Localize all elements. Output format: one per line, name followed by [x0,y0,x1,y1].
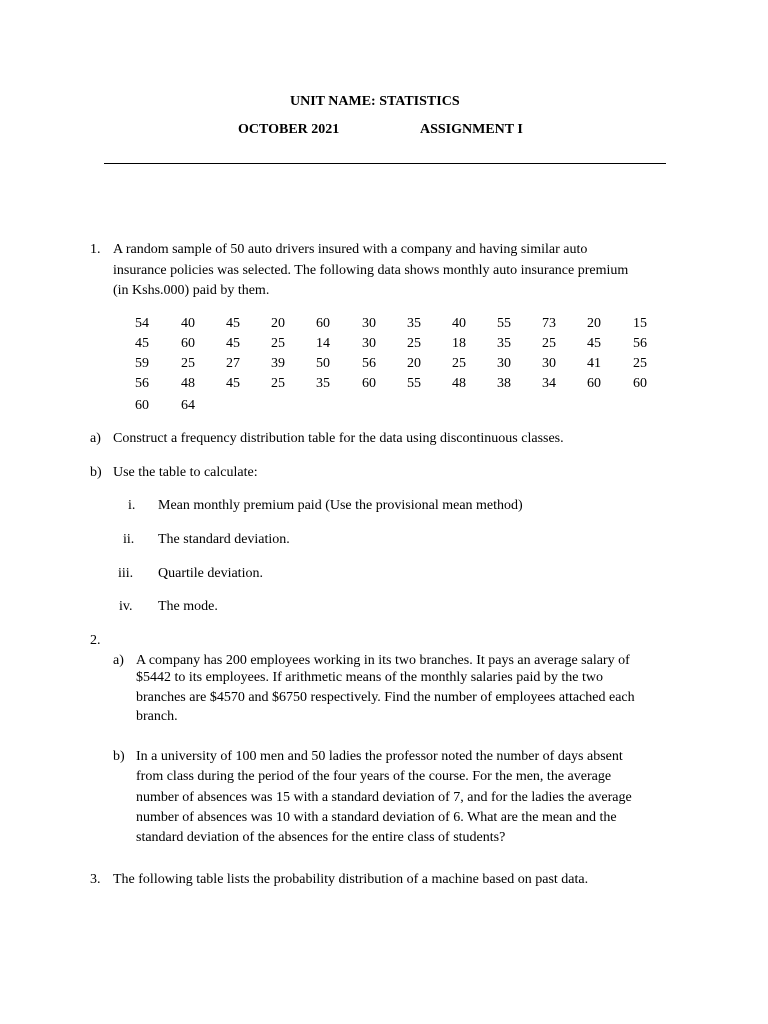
data-cell: 20 [587,316,601,331]
q3-number: 3. [90,872,101,887]
data-cell: 64 [181,398,195,413]
data-cell: 60 [135,398,149,413]
q2-b-line-2: from class during the period of the four years of the course. For the men, the average [136,769,612,784]
data-cell: 45 [587,336,601,351]
q2-b-label: b) [113,749,125,764]
data-cell: 55 [497,316,511,331]
data-cell: 38 [497,376,511,391]
data-cell: 25 [181,356,195,371]
assignment-heading: ASSIGNMENT I [420,122,523,137]
data-cell: 25 [633,356,647,371]
data-cell: 54 [135,316,149,331]
data-cell: 41 [587,356,601,371]
sub-item-text: The mode. [158,599,218,614]
data-cell: 45 [226,336,240,351]
data-cell: 25 [452,356,466,371]
data-cell: 25 [542,336,556,351]
sub-item-label: iii. [118,566,134,581]
data-cell: 25 [271,336,285,351]
data-cell: 25 [407,336,421,351]
sub-item-text: Quartile deviation. [158,566,263,581]
data-cell: 50 [316,356,330,371]
q2-a-line-3: branches are $4570 and $6750 respectively. Find the number of employees attached each [136,690,635,705]
data-cell: 25 [271,376,285,391]
data-cell: 56 [135,376,149,391]
q2-b-line-5: standard deviation of the absences for the entire class of students? [136,830,506,845]
q2-a-line-1: A company has 200 employees working in its two branches. It pays an average salary of [136,653,630,668]
data-cell: 55 [407,376,421,391]
q1-text-line-3: (in Kshs.000) paid by them. [113,283,270,298]
q1-text-line-2: insurance policies was selected. The following data shows monthly auto insurance premium [113,263,629,278]
q2-a-label: a) [113,653,124,668]
data-cell: 60 [587,376,601,391]
data-cell: 60 [362,376,376,391]
q3-text: The following table lists the probability distribution of a machine based on past data. [113,872,589,887]
sub-item-text: Mean monthly premium paid (Use the provisional mean method) [158,498,523,513]
data-cell: 48 [452,376,466,391]
q2-a-line-2: $5442 to its employees. If arithmetic means of the monthly salaries paid by the two [136,670,603,685]
q2-b-line-4: number of absences was 10 with a standard deviation of 6. What are the mean and the [136,810,617,825]
header-divider [104,163,666,164]
data-cell: 59 [135,356,149,371]
q1-a-text: Construct a frequency distribution table for the data using discontinuous classes. [113,431,564,446]
sub-item-text: The standard deviation. [158,532,290,547]
data-cell: 56 [362,356,376,371]
data-cell: 35 [407,316,421,331]
data-cell: 45 [226,376,240,391]
q1-text-line-1: A random sample of 50 auto drivers insured with a company and having similar auto [113,242,588,257]
sub-item-label: iv. [119,599,133,614]
data-cell: 73 [542,316,556,331]
data-cell: 56 [633,336,647,351]
q2-a-line-4: branch. [136,709,178,724]
q2-b-line-1: In a university of 100 men and 50 ladies the professor noted the number of days absent [136,749,623,764]
data-cell: 35 [497,336,511,351]
date-heading: OCTOBER 2021 [238,122,340,137]
sub-item-label: ii. [123,532,135,547]
q1-a-label: a) [90,431,101,446]
data-cell: 20 [271,316,285,331]
unit-name-heading: UNIT NAME: STATISTICS [290,94,460,109]
data-cell: 27 [226,356,240,371]
q1-number: 1. [90,242,101,257]
q2-number: 2. [90,633,101,648]
data-cell: 30 [497,356,511,371]
data-cell: 60 [316,316,330,331]
data-cell: 35 [316,376,330,391]
q1-b-label: b) [90,465,102,480]
data-cell: 30 [542,356,556,371]
data-cell: 40 [452,316,466,331]
data-cell: 39 [271,356,285,371]
data-cell: 45 [135,336,149,351]
q1-b-text: Use the table to calculate: [113,465,258,480]
data-cell: 40 [181,316,195,331]
sub-item-label: i. [128,498,136,513]
data-cell: 20 [407,356,421,371]
data-cell: 45 [226,316,240,331]
data-cell: 60 [633,376,647,391]
data-cell: 14 [316,336,330,351]
data-cell: 18 [452,336,466,351]
data-cell: 60 [181,336,195,351]
data-cell: 30 [362,316,376,331]
data-cell: 15 [633,316,647,331]
data-cell: 30 [362,336,376,351]
data-cell: 34 [542,376,556,391]
q2-b-line-3: number of absences was 15 with a standard deviation of 7, and for the ladies the average [136,790,632,805]
data-cell: 48 [181,376,195,391]
